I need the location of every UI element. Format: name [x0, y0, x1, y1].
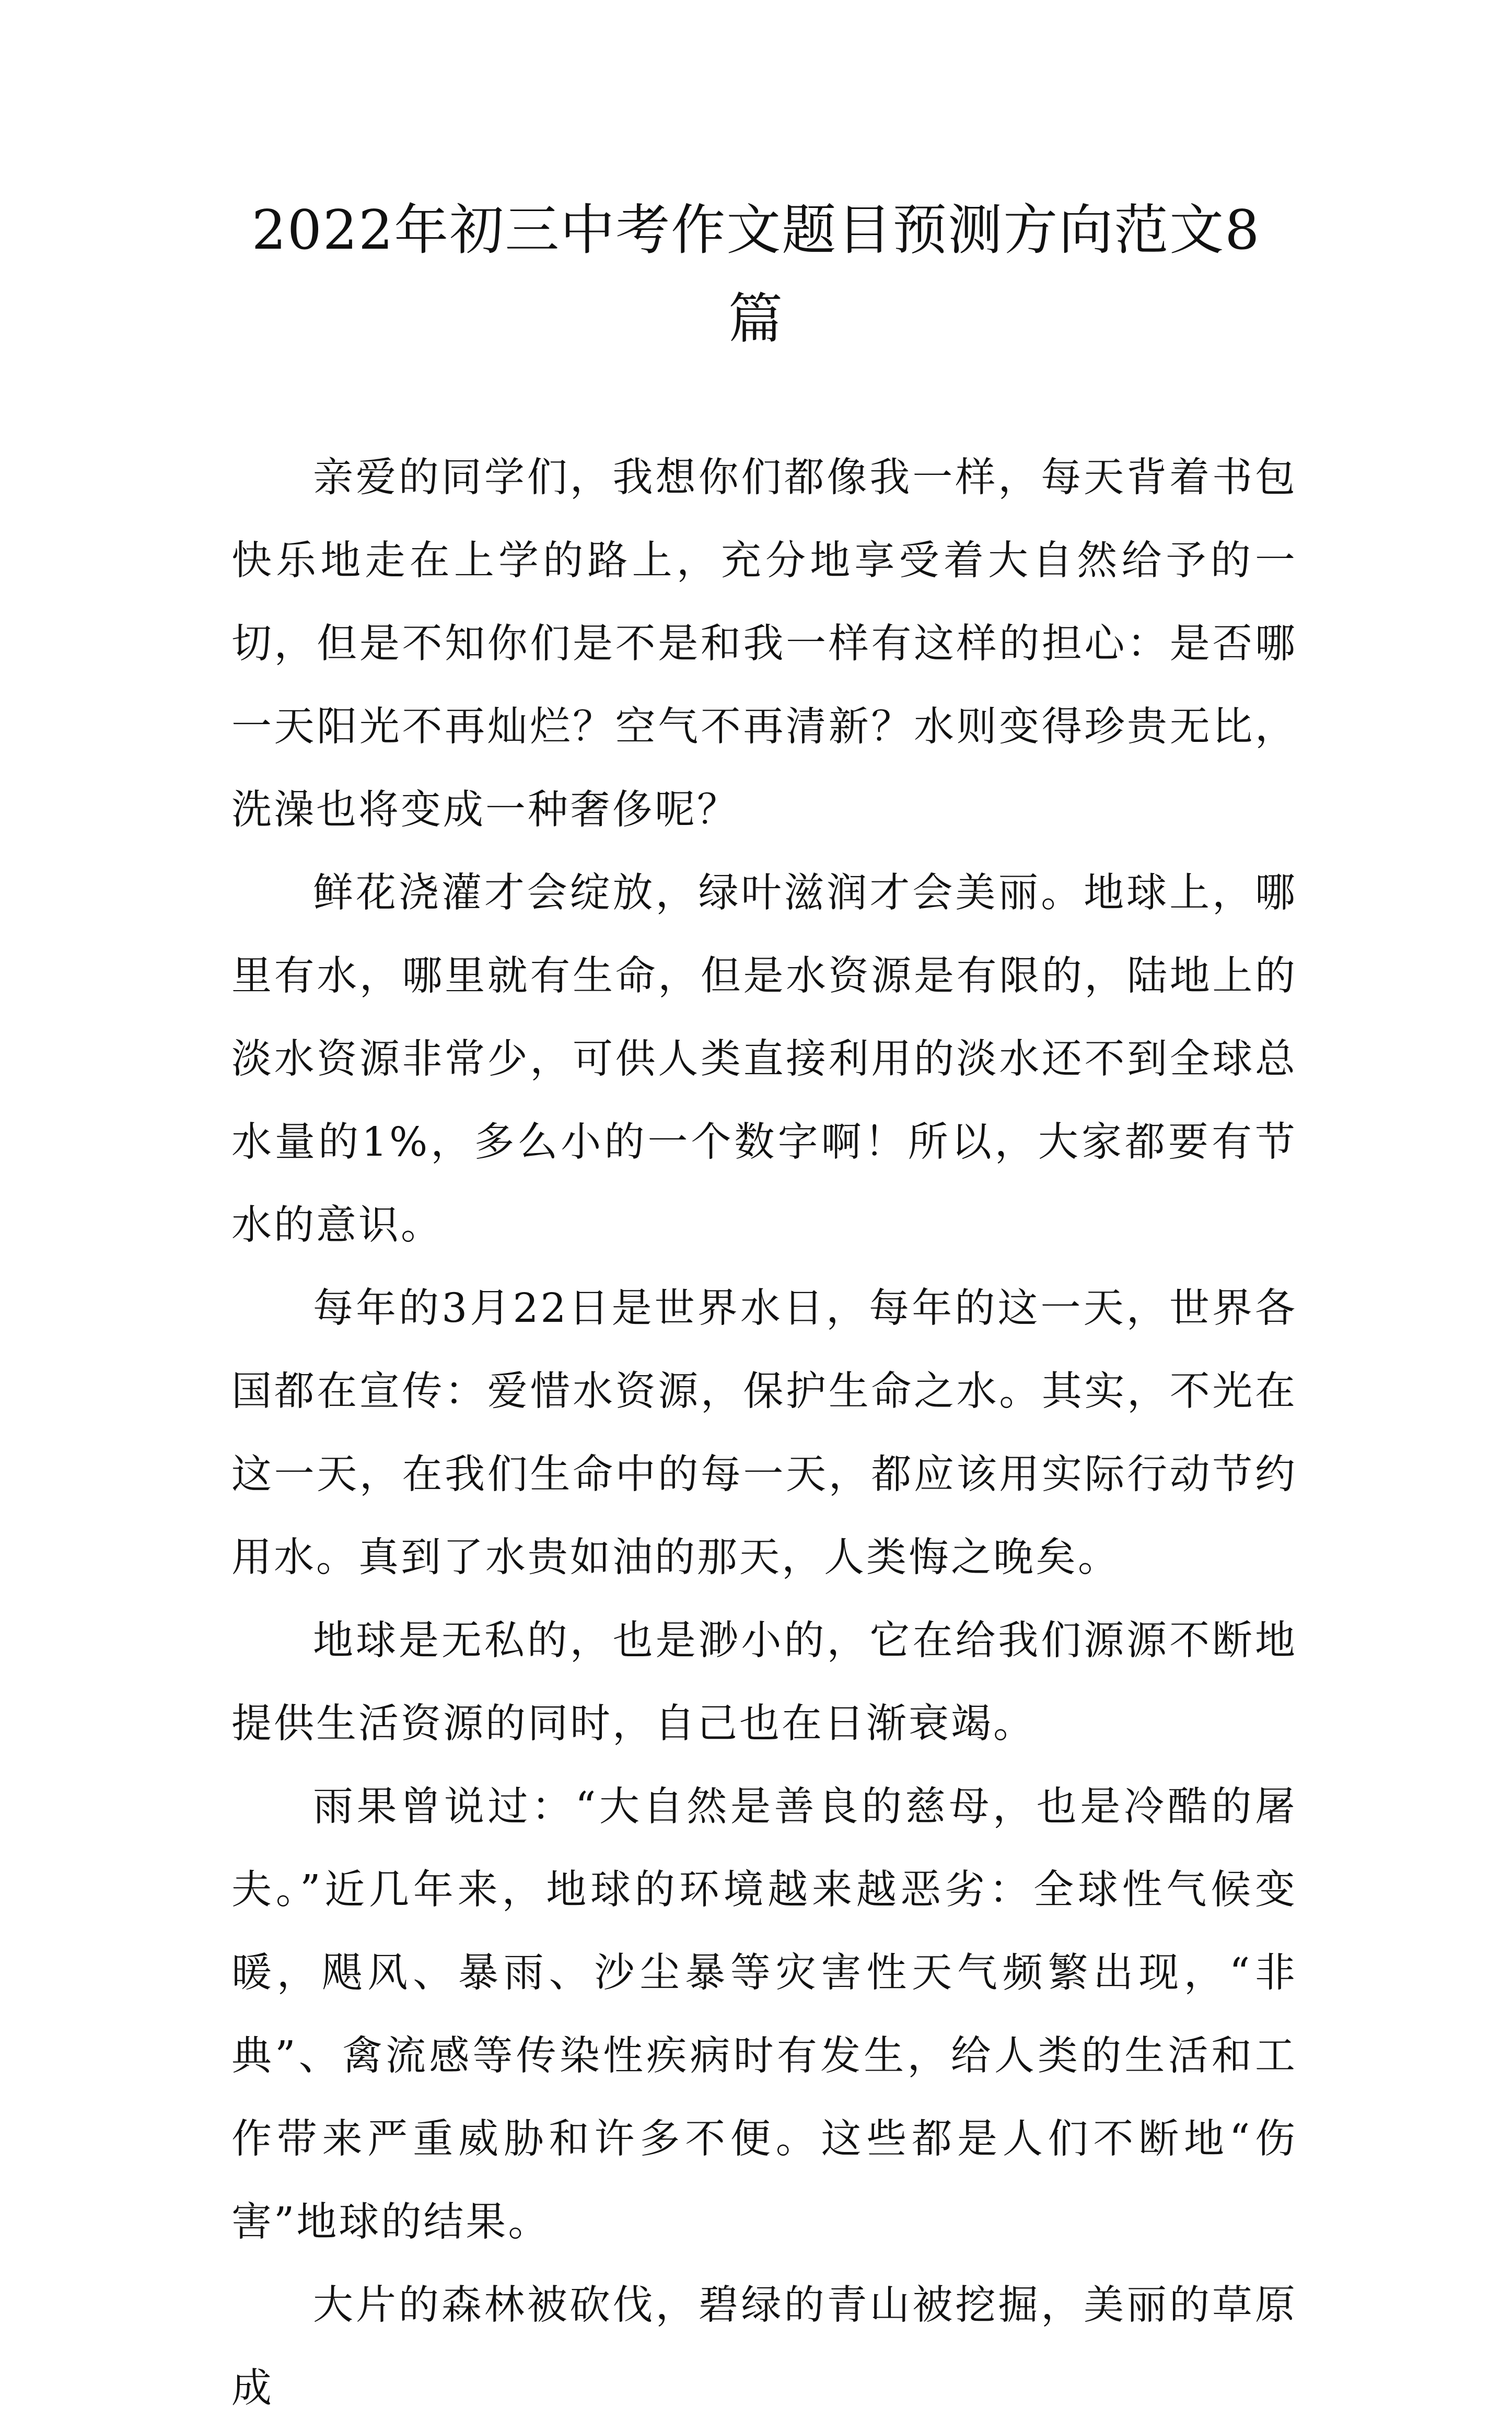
paragraph: 雨果曾说过：“大自然是善良的慈母，也是冷酷的屠夫。”近几年来，地球的环境越来越恶劣：全球性气候变暖，飓风、暴雨、沙尘暴等灾害性天气频繁出现，“非典”、禽流感等传染性疾病时有发生，给人类的生活和工作带来严重威胁和许多不便。这些都是人们不断地“伤害”地球的结果。 [231, 1784, 1297, 2246]
document-body [231, 436, 1297, 2430]
paragraph: 鲜花浇灌才会绽放，绿叶滋润才会美丽。地球上，哪里有水，哪里就有生命，但是水资源是有限的，陆地上的淡水资源非常少，可供人类直接利用的淡水还不到全球总水量的1%，多么小的一个数字啊！所以，大家都要有节水的意识。 [231, 870, 1297, 1249]
paragraph: 大片的森林被砍伐，碧绿的青山被挖掘，美丽的草原成 [231, 2282, 1297, 2412]
paragraph: 每年的3月22日是世界水日，每年的这一天，世界各国都在宣传：爱惜水资源，保护生命之水。其实，不光在这一天，在我们生命中的每一天，都应该用实际行动节约用水。真到了水贵如油的那天，人类悔之晚矣。 [231, 1285, 1297, 1581]
paragraph: 亲爱的同学们，我想你们都像我一样，每天背着书包快乐地走在上学的路上，充分地享受着大自然给予的一切，但是不知你们是不是和我一样有这样的担心：是否哪一天阳光不再灿烂？空气不再清新？水则变得珍贵无比，洗澡也将变成一种奢侈呢？ [231, 455, 1297, 833]
document-title: 2022年初三中考作文题目预测方向范文8篇 [251, 198, 1261, 351]
paragraph: 地球是无私的，也是渺小的，它在给我们源源不断地提供生活资源的同时，自己也在日渐衰竭。 [231, 1618, 1297, 1747]
